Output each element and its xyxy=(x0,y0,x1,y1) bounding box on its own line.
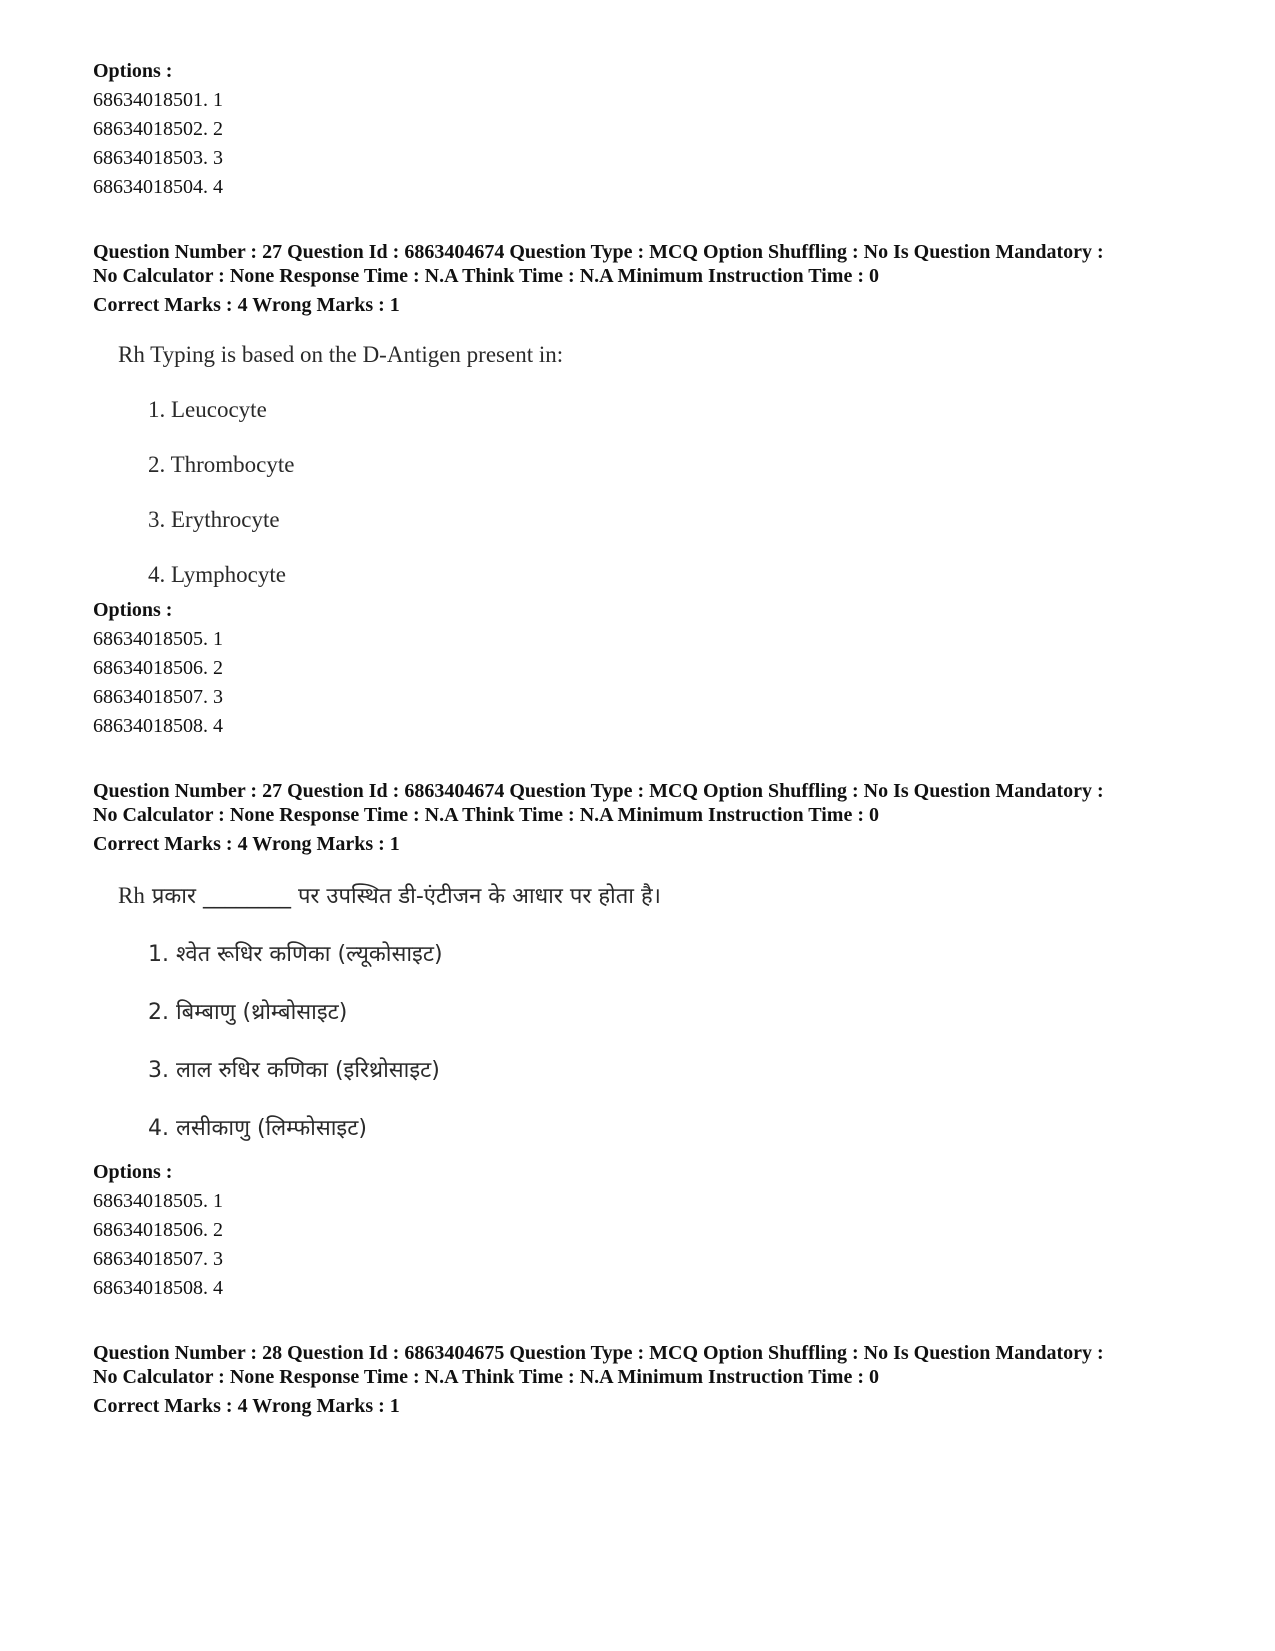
marks-line: Correct Marks : 4 Wrong Marks : 1 xyxy=(93,833,400,855)
choice-3: 3. Erythrocyte xyxy=(148,507,280,532)
question-image-q27-hi xyxy=(118,880,661,1145)
choice-2: 2. Thrombocyte xyxy=(148,452,295,477)
question-meta-q27-hi xyxy=(93,779,1104,856)
choice-3: 3. लाल रुधिर कणिका (इरिथ्रोसाइट) xyxy=(148,1058,440,1083)
option-line: 68634018501. 1 xyxy=(93,89,223,111)
option-line: 68634018502. 2 xyxy=(93,118,223,140)
meta-line-2: No Calculator : None Response Time : N.A Think Time : N.A Minimum Instruction Time : 0 xyxy=(93,1366,879,1388)
options-label: Options : xyxy=(93,60,173,82)
choice-1: 1. Leucocyte xyxy=(148,397,267,422)
option-line: 68634018508. 4 xyxy=(93,715,223,737)
choice-2: 2. बिम्बाणु (थ्रोम्बोसाइट) xyxy=(148,1000,348,1025)
option-line: 68634018507. 3 xyxy=(93,686,223,708)
meta-line-1: Question Number : 27 Question Id : 6863404674 Question Type : MCQ Option Shuffling : No Is Question Mandatory : xyxy=(93,780,1104,802)
question-prefix: Rh xyxy=(118,883,145,908)
meta-line-2: No Calculator : None Response Time : N.A Think Time : N.A Minimum Instruction Time : 0 xyxy=(93,804,879,826)
meta-line-1: Question Number : 27 Question Id : 6863404674 Question Type : MCQ Option Shuffling : No Is Question Mandatory : xyxy=(93,241,1104,263)
options-label: Options : xyxy=(93,599,173,621)
option-line: 68634018505. 1 xyxy=(93,628,223,650)
meta-line-1: Question Number : 28 Question Id : 6863404675 Question Type : MCQ Option Shuffling : No Is Question Mandatory : xyxy=(93,1342,1104,1364)
question-image-q27-en xyxy=(118,340,563,590)
choice-4: 4. लसीकाणु (लिम्फोसाइट) xyxy=(148,1116,367,1141)
options-label: Options : xyxy=(93,1161,173,1183)
options-block-q27-hi xyxy=(93,1158,223,1303)
marks-line: Correct Marks : 4 Wrong Marks : 1 xyxy=(93,1395,400,1417)
option-line: 68634018507. 3 xyxy=(93,1248,223,1270)
choice-1: 1. श्वेत रूधिर कणिका (ल्यूकोसाइट) xyxy=(148,942,443,967)
option-line: 68634018505. 1 xyxy=(93,1190,223,1212)
option-line: 68634018508. 4 xyxy=(93,1277,223,1299)
question-meta-q28 xyxy=(93,1341,1104,1418)
option-line: 68634018506. 2 xyxy=(93,657,223,679)
question-text xyxy=(118,880,661,913)
question-meta-q27-en xyxy=(93,240,1104,317)
option-line: 68634018504. 4 xyxy=(93,176,223,198)
options-block-q26 xyxy=(93,57,223,202)
marks-line: Correct Marks : 4 Wrong Marks : 1 xyxy=(93,294,400,316)
option-line: 68634018506. 2 xyxy=(93,1219,223,1241)
option-line: 68634018503. 3 xyxy=(93,147,223,169)
choice-4: 4. Lymphocyte xyxy=(148,562,286,587)
question-body: प्रकार ________ पर उपस्थित डी-एंटीजन के आधार पर होता है। xyxy=(151,884,661,909)
question-text: Rh Typing is based on the D-Antigen present in: xyxy=(118,342,564,367)
options-block-q27-en xyxy=(93,596,223,741)
meta-line-2: No Calculator : None Response Time : N.A Think Time : N.A Minimum Instruction Time : 0 xyxy=(93,265,879,287)
